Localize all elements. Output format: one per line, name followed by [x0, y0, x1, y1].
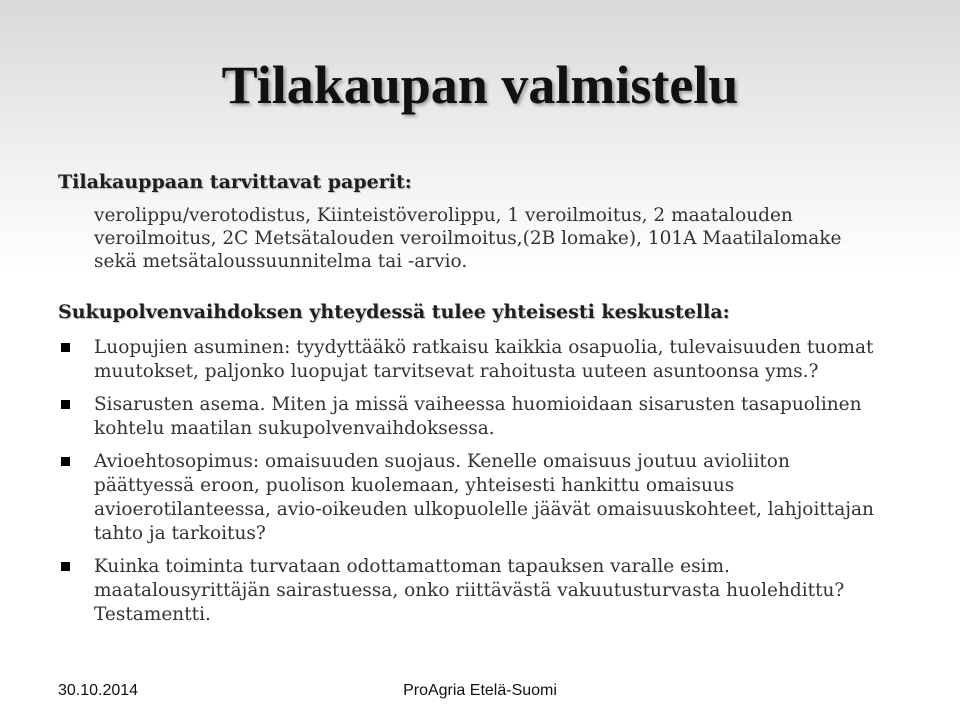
bullet-text: Sisarusten asema. Miten ja missä vaiheessa huomioidaan sisarusten tasapuolinen kohtelu maatilan sukupolvenvaihdoksessa.	[94, 394, 862, 439]
slide-title: Tilakaupan valmistelu	[221, 55, 739, 115]
square-bullet-icon	[61, 562, 70, 571]
papers-section	[58, 170, 920, 273]
bullet-item-insurance	[58, 555, 894, 627]
discussion-heading: Sukupolvenvaihdoksen yhteydessä tulee yhteisesti keskustella:	[58, 301, 730, 323]
discussion-section	[58, 300, 920, 636]
footer-organization: ProAgria Etelä-Suomi	[403, 682, 557, 699]
papers-heading: Tilakauppaan tarvittavat paperit:	[58, 171, 412, 193]
bullet-text: Avioehtosopimus: omaisuuden suojaus. Kenelle omaisuus joutuu avioliiton päättyessä eroon, puolison kuolemaan, yhteisesti hankittu omaisuus avioerotilanteessa, avio-oikeuden ulkopuolelle jäävät omaisuuskohteet, lahjoittajan tahto ja tarkoitus?	[94, 451, 874, 544]
bullet-item-prenup	[58, 450, 894, 546]
bullet-text: Luopujien asuminen: tyydyttääkö ratkaisu kaikkia osapuolia, tulevaisuuden tuomat muutokset, paljonko luopujat tarvitsevat rahoitusta uuteen asuntoonsa yms.?	[94, 337, 874, 382]
square-bullet-icon	[61, 400, 70, 409]
discussion-bullet-list	[58, 336, 920, 627]
papers-body: verolippu/verotodistus, Kiinteistöverolippu, 1 veroilmoitus, 2 maatalouden veroilmoitus, 2C Metsätalouden veroilmoitus,(2B lomake), 101A Maatilalomake sekä metsätaloussuunnitelma tai -arvio.	[94, 205, 842, 272]
bullet-text: Kuinka toiminta turvataan odottamattoman tapauksen varalle esim. maatalousyrittäjän sairastuessa, onko riittävästä vakuutusturvasta huolehdittu? Testamentti.	[94, 556, 845, 625]
bullet-item-siblings	[58, 393, 894, 441]
bullet-item-housing	[58, 336, 894, 384]
square-bullet-icon	[61, 343, 70, 352]
square-bullet-icon	[61, 457, 70, 466]
footer-date: 30.10.2014	[58, 682, 139, 699]
